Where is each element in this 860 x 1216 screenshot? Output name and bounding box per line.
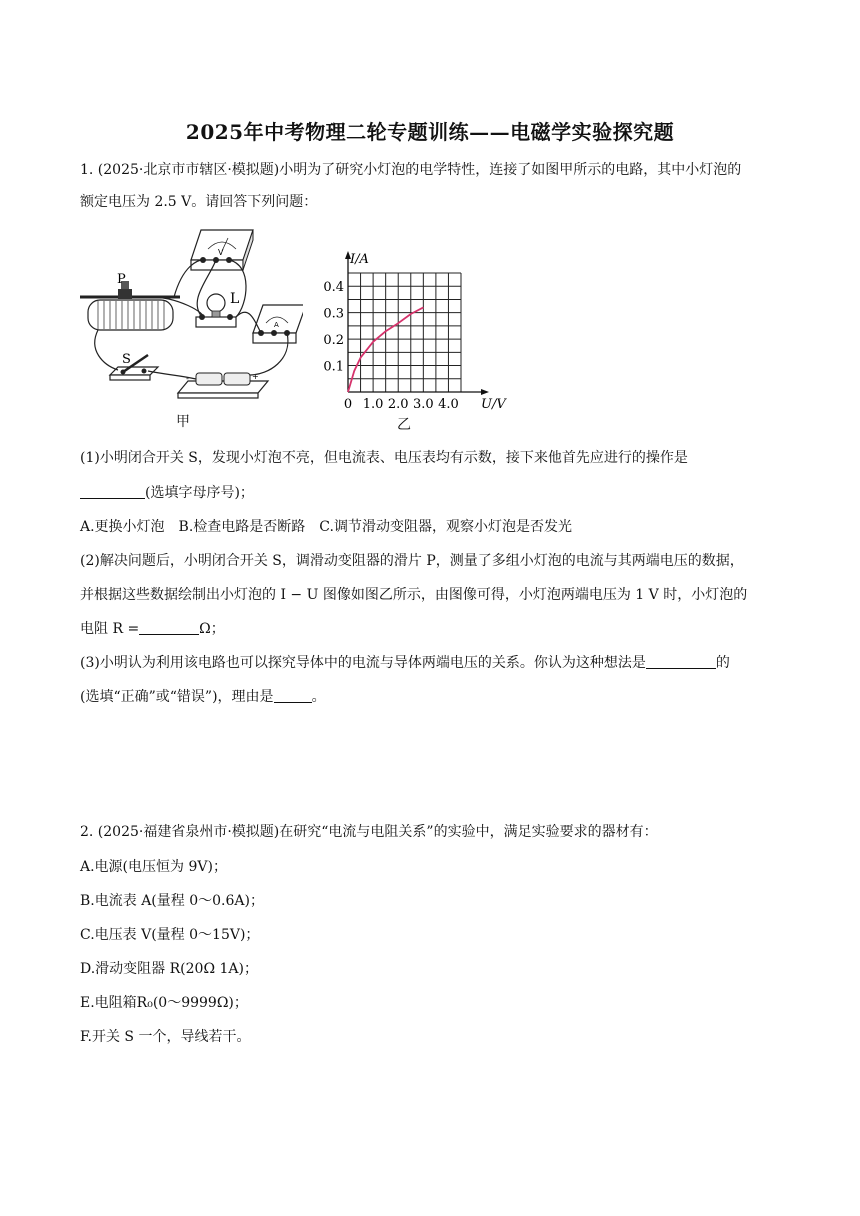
answer-blank-2[interactable] [139,620,199,635]
figure-jia-caption: 甲 [176,414,190,430]
slider-label-P: P [117,272,126,287]
q2-stem: 2. (2025·福建省泉州市·模拟题)在研究“电流与电阻关系”的实验中，满足实验要求的器材有： [80,824,658,840]
q2-item-e: E.电阻箱R₀(0～9999Ω)； [80,995,248,1011]
q2-item-c: C.电压表 V(量程 0～15V)； [80,927,260,943]
q1-sub1-line2 [80,483,790,503]
x-tick-label: 3.0 [412,397,434,412]
x-tick-label: 4.0 [438,397,459,412]
iu-chart [318,244,508,414]
switch-label-S: S [122,352,131,367]
q1-stem-line1: 1. (2025·北京市市辖区·模拟题)小明为了研究小灯泡的电学特性，连接了如图甲所示的电路，其中小灯泡的 [80,162,742,178]
q1-stem-line2: 额定电压为 2.5 V。请回答下列问题： [80,194,318,210]
q1-sub3-end: 。 [311,689,326,705]
battery-icon [178,372,268,398]
figure-yi-caption: 乙 [397,417,411,433]
q1-sub3-line1 [80,653,790,673]
q1-sub3-text: (3)小明认为利用该电路也可以探究导体中的电流与导体两端电压的关系。你认为这种想法是 [80,655,646,671]
x-tick-label: 1.0 [362,397,384,412]
answer-blank-4[interactable] [274,688,312,703]
answer-blank-3[interactable] [646,654,716,669]
q1-sub1-line1: (1)小明闭合开关 S，发现小灯泡不亮，但电流表、电压表均有示数，接下来他首先应进行的操作是 [80,450,688,466]
page-title: 2025年中考物理二轮专题训练——电磁学实验探究题 [185,120,675,144]
q2-item-a: A.电源(电压恒为 9V)； [80,859,227,875]
y-tick-label: 0.3 [323,306,344,322]
q2-item-d: D.滑动变阻器 R(20Ω 1A)； [80,961,258,977]
switch-icon [110,355,158,380]
y-axis-label: I/A [350,252,369,267]
q1-sub2-line1: (2)解决问题后，小明闭合开关 S，调滑动变阻器的滑片 P，测量了多组小灯泡的电流与其两端电压的数据， [80,553,744,569]
q1-sub2-line2: 并根据这些数据绘制出小灯泡的 I − U 图像如图乙所示，由图像可得，小灯泡两端电压为 1 V 时，小灯泡的 [80,587,748,603]
q2-item-b: B.电流表 A(量程 0～0.6A)； [80,893,264,909]
x-tick-label: 2.0 [387,397,409,412]
q1-sub3-reason-prefix: (选填“正确”或“错误”)，理由是 [80,689,274,705]
svg-text:+: + [252,372,259,381]
rheostat-icon [80,281,180,330]
q1-sub3-suffix: 的 [715,655,730,671]
q1-sub1-options: A.更换小灯泡 B.检查电路是否断路 C.调节滑动变阻器，观察小灯泡是否发光 [80,519,572,535]
y-tick-label: 0.4 [323,280,344,296]
y-tick-label: 0.1 [323,359,344,375]
voltmeter-letter: V [218,248,224,257]
q1-sub2-unit: Ω； [199,621,225,637]
x-tick-label: 0 [343,397,353,412]
svg-text:-: - [186,374,189,383]
q1-sub2-prefix: 电阻 R = [80,621,140,637]
x-axis-arrow [481,389,489,395]
bulb-label-L: L [230,291,240,307]
q1-sub2-line3 [80,619,790,639]
x-axis-label: U/V [481,397,506,412]
q1-sub3-line2 [80,687,790,707]
y-tick-label: 0.2 [323,333,344,349]
ammeter-letter: A [274,321,279,329]
q2-item-f: F.开关 S 一个，导线若干。 [80,1029,251,1045]
circuit-figure [78,225,303,400]
q1-sub1-hint: (选填字母序号)； [145,485,254,501]
answer-blank-1[interactable] [80,484,145,499]
